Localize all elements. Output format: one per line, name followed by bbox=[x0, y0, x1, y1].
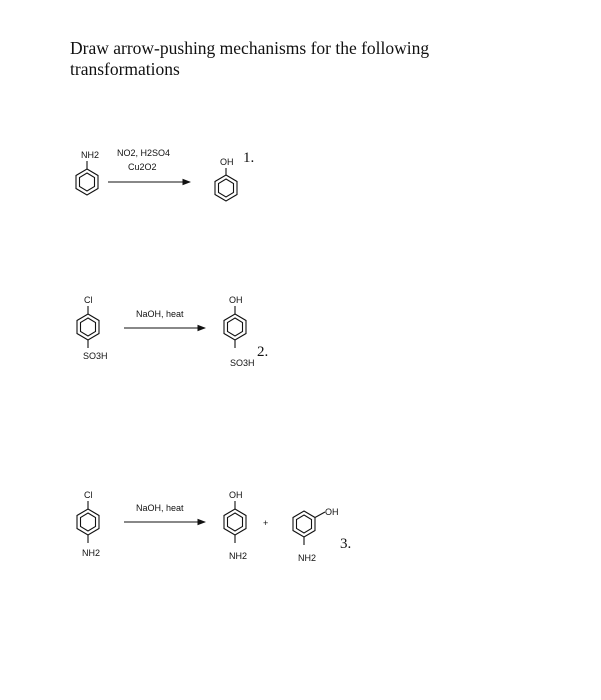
reaction-2-reactant-top: Cl bbox=[84, 295, 93, 305]
aromatic-ring bbox=[228, 513, 243, 531]
reaction-3-product-a-bottom: NH2 bbox=[229, 551, 248, 561]
reaction-1 bbox=[76, 148, 254, 201]
reaction-3-reactant bbox=[77, 490, 100, 558]
aromatic-ring bbox=[81, 513, 96, 531]
reaction-2-reactant bbox=[77, 295, 108, 361]
title-line-2: transformations bbox=[70, 59, 180, 79]
reaction-2-product-top: OH bbox=[229, 295, 243, 305]
aromatic-ring bbox=[228, 318, 243, 336]
reaction-2 bbox=[77, 295, 268, 368]
aromatic-ring bbox=[219, 179, 234, 197]
reaction-1-product-group: OH bbox=[220, 157, 234, 167]
reaction-1-reagent-line-2: Cu2O2 bbox=[128, 162, 157, 172]
reaction-3-product-b bbox=[293, 507, 339, 563]
reaction-2-number: 2. bbox=[257, 344, 269, 360]
reaction-2-reactant-bottom: SO3H bbox=[83, 351, 108, 361]
reaction-2-product-bottom: SO3H bbox=[230, 358, 255, 368]
aromatic-ring bbox=[81, 318, 96, 336]
reaction-1-reagent-line-1: NO2, H2SO4 bbox=[117, 148, 171, 158]
reaction-3 bbox=[77, 490, 351, 563]
reaction-1-number: 1. bbox=[243, 150, 255, 166]
reaction-2-product bbox=[224, 295, 255, 368]
reaction-3-product-b-side: OH bbox=[325, 507, 339, 517]
reaction-3-product-a-top: OH bbox=[229, 490, 243, 500]
title-line-1: Draw arrow-pushing mechanisms for the following bbox=[70, 38, 430, 58]
reaction-3-product-a bbox=[224, 490, 247, 561]
reaction-1-product bbox=[215, 157, 237, 201]
reaction-1-reactant bbox=[76, 150, 99, 195]
aromatic-ring bbox=[297, 515, 312, 533]
reaction-3-reactant-bottom: NH2 bbox=[82, 548, 101, 558]
plus-sign: + bbox=[263, 518, 269, 528]
reaction-3-reagent: NaOH, heat bbox=[136, 503, 184, 513]
reaction-2-reagent: NaOH, heat bbox=[136, 309, 184, 319]
reaction-1-reactant-group: NH2 bbox=[81, 150, 100, 160]
aromatic-ring bbox=[80, 173, 95, 191]
reaction-3-reactant-top: Cl bbox=[84, 490, 93, 500]
reaction-3-product-b-bottom: NH2 bbox=[298, 553, 317, 563]
reaction-3-number: 3. bbox=[340, 536, 352, 552]
